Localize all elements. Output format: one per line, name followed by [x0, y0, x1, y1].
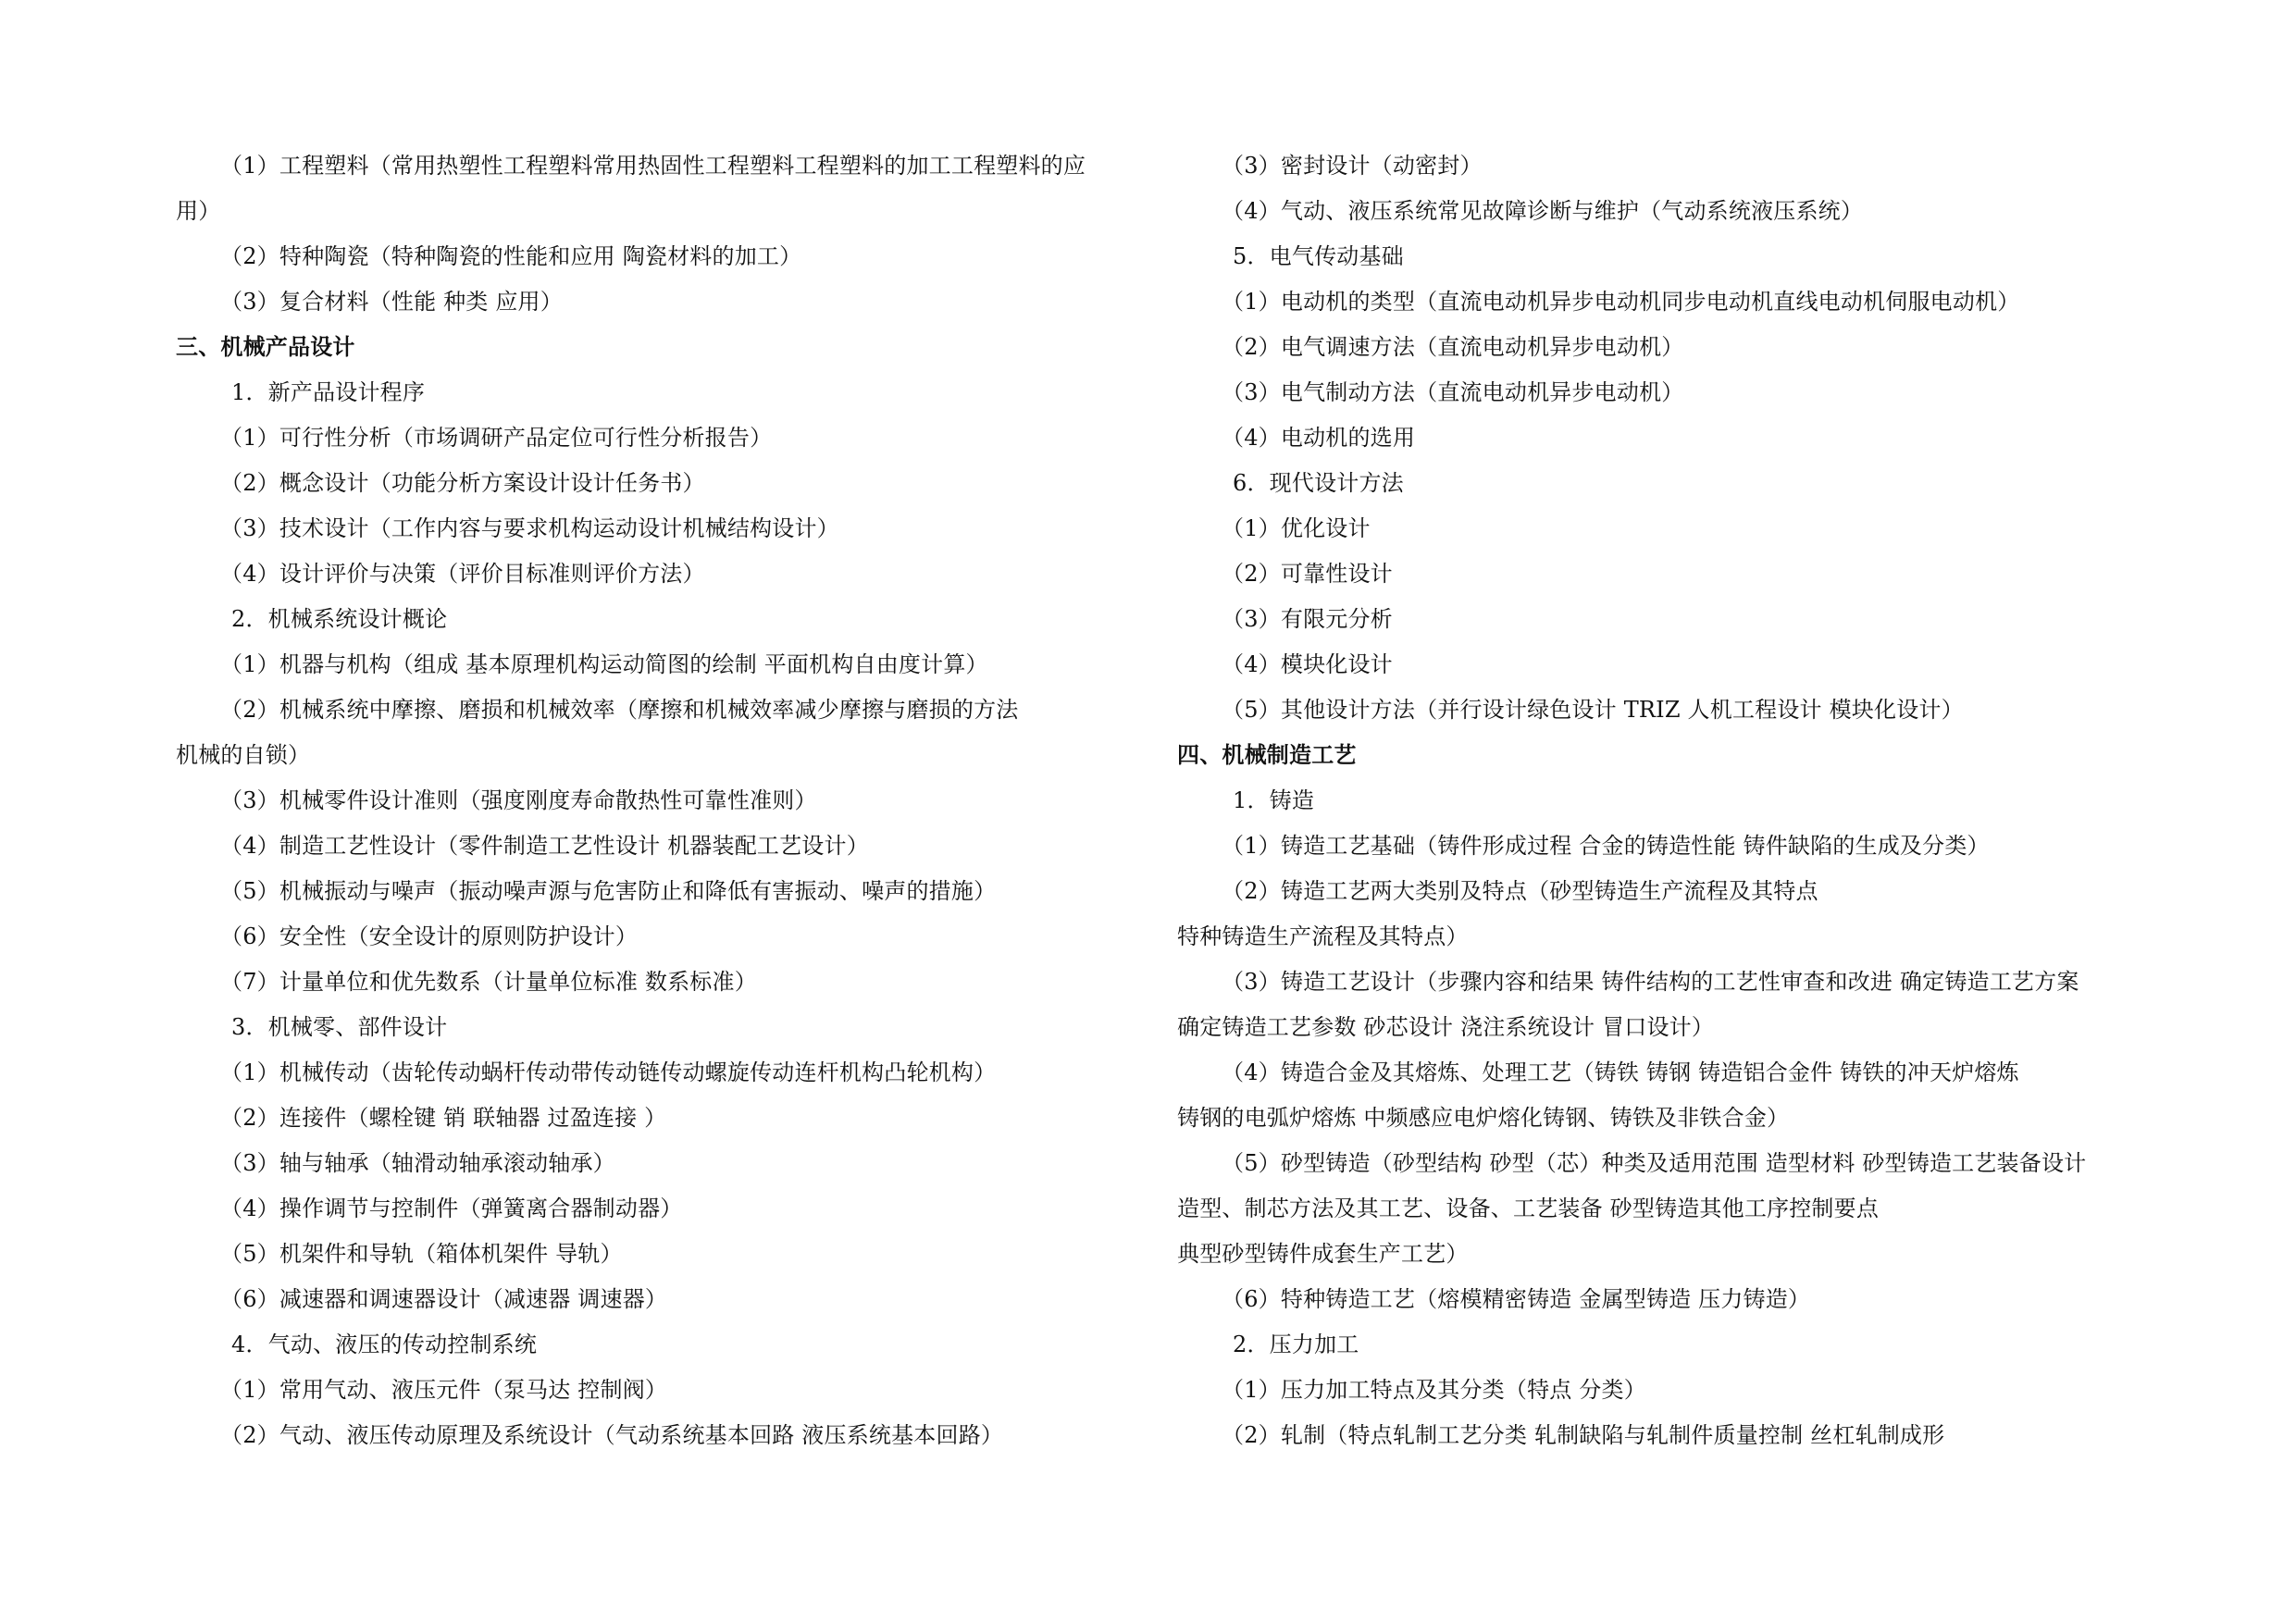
left-section-heading: 三、机械产品设计 — [176, 334, 355, 360]
right-list-item: （2）可靠性设计 — [1222, 561, 1393, 587]
right-subsection-title: 6．现代设计方法 — [1233, 470, 1404, 496]
left-list-item: （5）机械振动与噪声（振动噪声源与危害防止和降低有害振动、噪声的措施） — [220, 878, 997, 904]
right-list-item: （2）轧制（特点轧制工艺分类 轧制缺陷与轧制件质量控制 丝杠轧制成形 — [1222, 1422, 1945, 1448]
right-continuation-line: 铸钢的电弧炉熔炼 中频感应电炉熔化铸钢、铸铁及非铁合金） — [1177, 1105, 1790, 1131]
left-column — [176, 143, 1157, 1458]
left-list-item: （2）特种陶瓷（特种陶瓷的性能和应用 陶瓷材料的加工） — [220, 243, 802, 269]
left-continuation-line: 机械的自锁） — [176, 742, 311, 768]
left-subsection-title: 3．机械零、部件设计 — [231, 1014, 448, 1040]
left-list-item: （2）连接件（螺栓键 销 联轴器 过盈连接 ） — [220, 1105, 667, 1131]
right-continuation-line: 造型、制芯方法及其工艺、设备、工艺装备 砂型铸造其他工序控制要点 — [1177, 1196, 1880, 1221]
right-list-item: （4）气动、液压系统常见故障诊断与维护（气动系统液压系统） — [1222, 198, 1864, 224]
right-subsection-title: 5．电气传动基础 — [1233, 243, 1404, 269]
right-subsection-title: 2．压力加工 — [1233, 1332, 1359, 1357]
left-subsection-title: 1．新产品设计程序 — [231, 379, 426, 405]
left-list-item: （6）减速器和调速器设计（减速器 调速器） — [220, 1286, 668, 1312]
right-list-item: （3）有限元分析 — [1222, 606, 1393, 632]
left-list-item: （6）安全性（安全设计的原则防护设计） — [220, 923, 639, 949]
left-list-item: （1）常用气动、液压元件（泵马达 控制阀） — [220, 1377, 668, 1403]
right-continuation-line: 特种铸造生产流程及其特点） — [1177, 923, 1469, 949]
left-list-item: （3）轴与轴承（轴滑动轴承滚动轴承） — [220, 1150, 615, 1176]
right-list-item: （1）铸造工艺基础（铸件形成过程 合金的铸造性能 铸件缺陷的生成及分类） — [1222, 833, 1990, 859]
left-list-item: （1）可行性分析（市场调研产品定位可行性分析报告） — [220, 425, 773, 451]
right-list-item: （4）模块化设计 — [1222, 651, 1393, 677]
right-list-item: （6）特种铸造工艺（熔模精密铸造 金属型铸造 压力铸造） — [1222, 1286, 1811, 1312]
left-list-item: （4）设计评价与决策（评价目标准则评价方法） — [220, 561, 705, 587]
right-column — [1177, 143, 2158, 1458]
left-subsection-title: 2．机械系统设计概论 — [231, 606, 448, 632]
right-continuation-line: 确定铸造工艺参数 砂芯设计 浇注系统设计 冒口设计） — [1177, 1014, 1715, 1040]
right-subsection-title: 1．铸造 — [1233, 787, 1315, 813]
right-list-item: （4）电动机的选用 — [1222, 425, 1416, 451]
right-list-item: （1）优化设计 — [1222, 515, 1371, 541]
left-list-item: （4）制造工艺性设计（零件制造工艺性设计 机器装配工艺设计） — [220, 833, 869, 859]
right-list-item: （1）压力加工特点及其分类（特点 分类） — [1222, 1377, 1646, 1403]
right-list-item: （5）砂型铸造（砂型结构 砂型（芯）种类及适用范围 造型材料 砂型铸造工艺装备设计 — [1222, 1150, 2087, 1176]
right-list-item: （4）铸造合金及其熔炼、处理工艺（铸铁 铸钢 铸造铝合金件 铸铁的冲天炉熔炼 — [1222, 1059, 2019, 1085]
left-list-item: （5）机架件和导轨（箱体机架件 导轨） — [220, 1241, 623, 1267]
right-list-item: （1）电动机的类型（直流电动机异步电动机同步电动机直线电动机伺服电动机） — [1222, 289, 2020, 315]
right-list-item: （5）其他设计方法（并行设计绿色设计 TRIZ 人机工程设计 模块化设计） — [1222, 697, 1964, 723]
left-list-item: （3）技术设计（工作内容与要求机构运动设计机械结构设计） — [220, 515, 839, 541]
left-list-item: （2）气动、液压传动原理及系统设计（气动系统基本回路 液压系统基本回路） — [220, 1422, 1004, 1448]
right-section-heading: 四、机械制造工艺 — [1177, 742, 1357, 768]
left-list-item: （3）机械零件设计准则（强度刚度寿命散热性可靠性准则） — [220, 787, 817, 813]
left-list-item: （1）机器与机构（组成 基本原理机构运动简图的绘制 平面机构自由度计算） — [220, 651, 988, 677]
right-continuation-line: 典型砂型铸件成套生产工艺） — [1177, 1241, 1469, 1267]
left-list-item: （4）操作调节与控制件（弹簧离合器制动器） — [220, 1196, 683, 1221]
right-list-item: （3）电气制动方法（直流电动机异步电动机） — [1222, 379, 1684, 405]
left-list-item: （3）复合材料（性能 种类 应用） — [220, 289, 563, 315]
left-list-item: （2）机械系统中摩擦、磨损和机械效率（摩擦和机械效率减少摩擦与磨损的方法 — [220, 697, 1019, 723]
right-list-item: （3）密封设计（动密封） — [1222, 153, 1483, 179]
left-continuation-line: 用） — [176, 198, 221, 224]
right-list-item: （2）电气调速方法（直流电动机异步电动机） — [1222, 334, 1684, 360]
right-list-item: （3）铸造工艺设计（步骤内容和结果 铸件结构的工艺性审查和改进 确定铸造工艺方案 — [1222, 969, 2079, 995]
right-list-item: （2）铸造工艺两大类别及特点（砂型铸造生产流程及其特点 — [1222, 878, 1818, 904]
left-list-item: （1）工程塑料（常用热塑性工程塑料常用热固性工程塑料工程塑料的加工工程塑料的应 — [220, 153, 1086, 179]
left-subsection-title: 4．气动、液压的传动控制系统 — [231, 1332, 538, 1357]
left-list-item: （2）概念设计（功能分析方案设计设计任务书） — [220, 470, 705, 496]
left-list-item: （7）计量单位和优先数系（计量单位标准 数系标准） — [220, 969, 757, 995]
left-list-item: （1）机械传动（齿轮传动蜗杆传动带传动链传动螺旋传动连杆机构凸轮机构） — [220, 1059, 997, 1085]
